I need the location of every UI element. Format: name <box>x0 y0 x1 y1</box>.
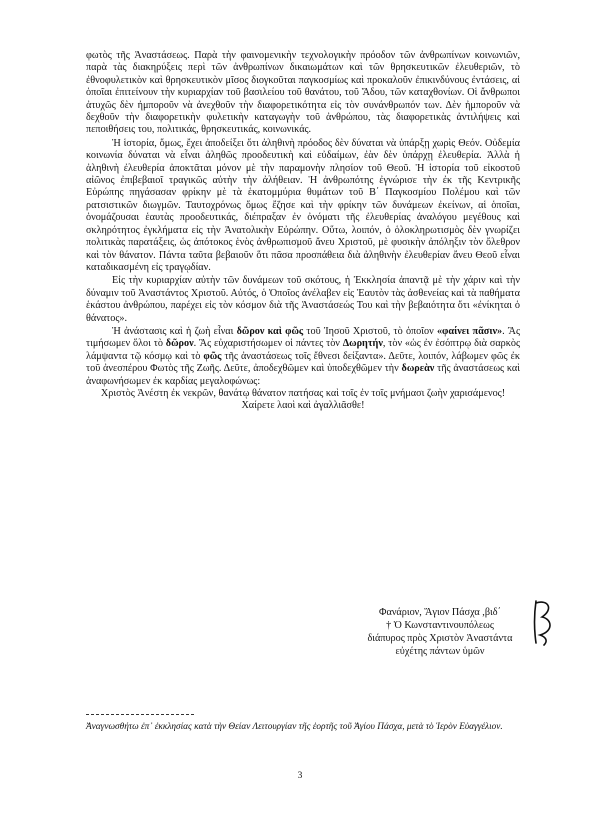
closing-line-2: εὐχέτης πάντων ὑμῶν <box>395 646 485 657</box>
page-number: 3 <box>297 771 303 781</box>
text-segment: τῆς ἀναστάσεως τοῖς ἔθνεσι δείξαντα». Δεῦτε, λοιπόν, λάβωμεν φῶς ἐκ τοῦ ἀνεσπέρου Φωτὸς τῆς Ζωῆς. Δεῦτε, ἀποδεχθῶμεν καὶ ὑποδεχθῶμεν τὴν <box>86 350 520 375</box>
footnote-separator <box>86 714 194 715</box>
emphasized-phrase: δωρεὰν <box>401 363 435 375</box>
text-segment: Ἡ ἀνάστασις καὶ ἡ ζωὴ εἶναι <box>112 325 237 337</box>
emphasized-phrase: δῶρον <box>165 338 194 350</box>
footnote: Ἀναγνωσθήτω ἐπ᾽ ἐκκλησίας κατὰ τὴν Θείαν Λειτουργίαν τῆς ἑορτῆς τοῦ Ἁγίου Πάσχα, μετὰ τὸ Ἱερὸν Εὐαγγέλιον. <box>86 722 503 732</box>
text-segment: . Ἂς εὐχαριστήσωμεν οἱ πάντες τὸν <box>193 338 343 350</box>
place-date: Φανάριον, Ἅγιον Πάσχα ,βιδ΄ <box>379 607 501 618</box>
emphasized-phrase: φῶς <box>203 350 222 362</box>
text-segment: τῆς ἀναστάσεως καὶ ἀναφωνήσωμεν ἐκ καρδίας μεγαλοφώνως: <box>86 363 520 387</box>
emphasized-phrase: «φαίνει πᾶσιν» <box>436 325 503 337</box>
emphasized-phrase: Δωρητήν <box>342 338 383 350</box>
signature-block <box>340 606 540 658</box>
text-segment: . Ἂς τιμήσωμεν ὅλοι τὸ <box>86 325 521 350</box>
paschal-hymn-quote: Χριστὸς Ἀνέστη ἐκ νεκρῶν, θανάτῳ θάνατον πατήσας καὶ τοῖς ἐν τοῖς μνήμασι ζωὴν χαρισάμενος! Χαίρετε λαοὶ καὶ ἀγαλλιᾶσθε! <box>100 387 506 412</box>
text-segment: , τὸν «ὡς ἐν ἐσόπτρῳ διὰ σαρκὸς λάμψαντα τῷ κόσμῳ καὶ τὸ <box>86 338 520 362</box>
paragraph-4 <box>86 326 520 388</box>
encyclical-body <box>86 50 520 413</box>
paragraph-1: φωτὸς τῆς Ἀναστάσεως. Παρὰ τὴν φαινομενικὴν τεχνολογικὴν πρόοδον τῶν ἀνθρωπίνων κοινωνιῶν, παρὰ τὰς διακηρύξεις περὶ τῶν ἀνθρωπίνων δικαιωμάτων καὶ τῶν θρησκευτικῶν ἐλευθεριῶν, τὸ ἐθνοφυλετικὸν καὶ θρησκευτικὸν μῖσος διογκοῦται παγκοσμίως καὶ προκαλοῦν ἐπικινδύνους ἐντάσεις, αἱ ὁποῖαι ἐπιτείνουν τὴν κυριαρχίαν τοῦ βασιλείου τοῦ θανάτου, τοῦ Ἅδου, τῶν καταχθονίων. Οἱ ἄνθρωποι ἀτυχῶς δὲν ἠμπορoῦν νὰ ἀνεχθοῦν τὴν διαφορετικότητα εἰς τὸν συνάνθρωπόν των. Δὲν ἠμποροῦν νὰ δεχθοῦν τὴν διαφορετικὴν φυλετικὴν καταγωγὴν τοῦ ἀνθρώπου, τὰς διαφορετικὰς ἀντιλήψεις καὶ πεποιθήσεις του, πολιτικάς, θρησκευτικάς, κοινωνικάς. <box>86 50 520 136</box>
paragraph-3: Εἰς τὴν κυριαρχίαν αὐτὴν τῶν δυνάμεων τοῦ σκότους, ἡ Ἐκκλησία ἀπαντᾷ μὲ τὴν χάριν καὶ τὴν δύναμιν τοῦ Ἀναστάντος Χριστοῦ. Αὐτός, ὁ Ὁποῖος ἀνέλαβεν εἰς Ἑαυτὸν τὰς ἀσθενείας καὶ τὰ παθήματα ἑκάστου ἀνθρώπου, παρέχει εἰς τὸν κόσμον διὰ τῆς Ἀναστάσεώς Του καὶ τὴν βεβαιότητα ὅτι «ἐνίκηται ὁ θάνατος». <box>86 275 520 324</box>
emphasized-phrase: δῶρον καὶ φῶς <box>236 325 304 337</box>
closing-line-1: διάπυρος πρὸς Χριστὸν Ἀναστάντα <box>367 633 513 644</box>
paragraph-2: Ἡ ἱστορία, ὅμως, ἔχει ἀποδείξει ὅτι ἀληθινὴ πρόοδος δὲν δύναται νὰ ὑπάρξῃ χωρὶς Θεόν. Οὐδεμία κοινωνία δύναται νὰ εἶναι ἀληθῶς προοδευτικὴ καὶ εὐδαίμων, ἐὰν δὲν ὑπάρχῃ ἐλευθερία. Ἀλλὰ ἡ ἀληθινὴ ἐλευθερία ἀποκτᾶται μόνον μὲ τὴν παραμονὴν πλησίον τοῦ Θεοῦ. Ἡ ἱστορία τοῦ εἰκοστοῦ αἰῶνος ἐπιβεβαιοῖ τραγικῶς αὐτὴν τὴν ἀλήθειαν. Ἡ ἀνθρωπότης ἐγνώρισε τὴν ἐκ τῆς Κεντρικῆς Εὐρώπης πηγάσασαν φρίκην μὲ τὰ ἑκατομμύρια θυμάτων τοῦ Β΄ Παγκοσμίου Πολέμου καὶ τῶν ρατσιστικῶν διωγμῶν. Ταυτοχρόνως ὅμως ἔζησε καὶ τὴν φρίκην τῶν δυνάμεων ἐκείνων, αἱ ὁποῖαι, ὀνομάζουσαι ἑαυτὰς προοδευτικάς, διέπραξαν ἐν ὀνόματι τῆς ἐλευθερίας ἀναλόγου μεγέθους καὶ σκληρότητος ἐγκλήματα εἰς τὴν Ἀνατολικὴν Εὐρώπην. Οὕτω, λοιπόν, ὁ ὁλοκληρωτισμὸς δὲν γνωρίζει πολιτικὰς παρατάξεις, ὡς ἀπότοκος ἑνὸς ἀνθρωπισμοῦ ἄνευ Χριστοῦ, μὲ φυσικὴν ἀπόληξιν τὸν ὄλεθρον καὶ τὸν θάνατον. Πάντα ταῦτα βεβαιοῦν ὅτι πᾶσα προσπάθεια διὰ ἀληθινὴν ἐλευθερίαν ἄνευ Θεοῦ εἶναι καταδικασμένη εἰς τραγῳδίαν. <box>86 137 520 273</box>
text-segment: τοῦ Ἰησοῦ Χριστοῦ, τὸ ὁποῖον <box>303 325 437 337</box>
handwritten-signature-mark <box>530 597 558 647</box>
signatory-title: † Ὁ Κωνσταντινουπόλεως <box>386 620 494 631</box>
